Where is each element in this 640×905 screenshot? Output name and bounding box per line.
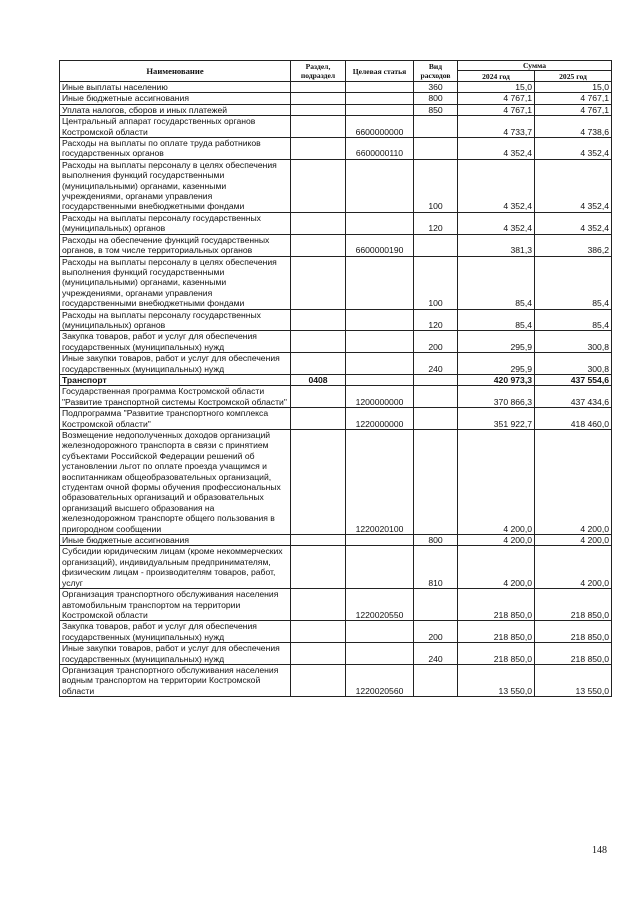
- row-sum-2024: 4 352,4: [458, 212, 535, 234]
- row-target: [346, 82, 414, 93]
- row-sum-2025: 300,8: [535, 331, 612, 353]
- table-row: [60, 430, 612, 535]
- row-sum-2025: 85,4: [535, 309, 612, 331]
- row-section: [291, 353, 346, 375]
- row-sum-2025: 4 738,6: [535, 116, 612, 138]
- row-sum-2024: 4 200,0: [458, 535, 535, 546]
- row-sum-2024: 85,4: [458, 256, 535, 309]
- row-name: Уплата налогов, сборов и иных платежей: [60, 104, 291, 115]
- table-row: [60, 408, 612, 430]
- row-name: Иные закупки товаров, работ и услуг для обеспечения государственных (муниципальных) нужд: [60, 643, 291, 665]
- row-section: [291, 93, 346, 104]
- row-sum-2024: 295,9: [458, 353, 535, 375]
- row-name: Транспорт: [60, 374, 291, 385]
- row-sum-2024: 13 550,0: [458, 664, 535, 696]
- row-name: Организация транспортного обслуживания населения водным транспортом на территории Костромской области: [60, 664, 291, 696]
- row-kind: 120: [414, 212, 458, 234]
- row-kind: 360: [414, 82, 458, 93]
- row-name: Подпрограмма "Развитие транспортного комплекса Костромской области": [60, 408, 291, 430]
- row-name: Расходы на выплаты по оплате труда работников государственных органов: [60, 138, 291, 160]
- row-sum-2025: 85,4: [535, 256, 612, 309]
- row-sum-2025: 4 767,1: [535, 104, 612, 115]
- row-kind: 240: [414, 353, 458, 375]
- row-kind: [414, 374, 458, 385]
- row-kind: 100: [414, 159, 458, 212]
- row-name: Центральный аппарат государственных органов Костромской области: [60, 116, 291, 138]
- row-section: [291, 664, 346, 696]
- header-section: Раздел, подраздел: [291, 61, 346, 82]
- budget-table: [59, 60, 612, 697]
- row-target: 6600000110: [346, 138, 414, 160]
- row-sum-2024: 4 767,1: [458, 104, 535, 115]
- row-section: 0408: [291, 374, 346, 385]
- header-year-2025: 2025 год: [535, 71, 612, 82]
- row-name: Расходы на выплаты персоналу в целях обеспечения выполнения функций государственными (муниципальными) органами, казенными учреждениями, органами управления государственными внебюджетными фондами: [60, 159, 291, 212]
- row-target: 1220020560: [346, 664, 414, 696]
- row-kind: [414, 430, 458, 535]
- row-sum-2024: 15,0: [458, 82, 535, 93]
- header-kind: Вид расходов: [414, 61, 458, 82]
- row-sum-2024: 370 866,3: [458, 386, 535, 408]
- row-section: [291, 386, 346, 408]
- table-row: [60, 256, 612, 309]
- table-row: [60, 309, 612, 331]
- table-row: [60, 93, 612, 104]
- row-kind: [414, 138, 458, 160]
- row-sum-2024: 295,9: [458, 331, 535, 353]
- table-row: [60, 82, 612, 93]
- row-sum-2024: 218 850,0: [458, 589, 535, 621]
- row-kind: 800: [414, 93, 458, 104]
- row-target: 6600000000: [346, 116, 414, 138]
- row-name: Расходы на обеспечение функций государственных органов, в том числе территориальных органов: [60, 234, 291, 256]
- row-target: [346, 546, 414, 589]
- row-section: [291, 430, 346, 535]
- row-sum-2025: 386,2: [535, 234, 612, 256]
- row-kind: 120: [414, 309, 458, 331]
- row-sum-2024: 4 767,1: [458, 93, 535, 104]
- row-sum-2025: 300,8: [535, 353, 612, 375]
- row-section: [291, 309, 346, 331]
- row-sum-2024: 4 200,0: [458, 546, 535, 589]
- budget-page: [59, 60, 612, 697]
- row-section: [291, 82, 346, 93]
- row-kind: [414, 386, 458, 408]
- row-target: [346, 159, 414, 212]
- row-sum-2025: 4 352,4: [535, 212, 612, 234]
- row-kind: 200: [414, 621, 458, 643]
- row-sum-2025: 4 767,1: [535, 93, 612, 104]
- row-sum-2025: 218 850,0: [535, 643, 612, 665]
- header-name: Наименование: [60, 61, 291, 82]
- header-target: Целевая статья: [346, 61, 414, 82]
- row-kind: 100: [414, 256, 458, 309]
- row-sum-2025: 4 352,4: [535, 138, 612, 160]
- row-target: [346, 104, 414, 115]
- table-row: [60, 138, 612, 160]
- row-sum-2025: 4 352,4: [535, 159, 612, 212]
- row-target: [346, 256, 414, 309]
- row-sum-2025: 418 460,0: [535, 408, 612, 430]
- row-target: [346, 93, 414, 104]
- row-kind: 240: [414, 643, 458, 665]
- row-kind: [414, 664, 458, 696]
- header-year-2024: 2024 год: [458, 71, 535, 82]
- table-row: [60, 331, 612, 353]
- row-section: [291, 104, 346, 115]
- table-row: [60, 621, 612, 643]
- table-row: [60, 116, 612, 138]
- row-sum-2024: 420 973,3: [458, 374, 535, 385]
- table-row: [60, 374, 612, 385]
- row-sum-2025: 13 550,0: [535, 664, 612, 696]
- row-name: Расходы на выплаты персоналу государственных (муниципальных) органов: [60, 309, 291, 331]
- row-section: [291, 535, 346, 546]
- table-row: [60, 535, 612, 546]
- row-sum-2025: 4 200,0: [535, 546, 612, 589]
- row-name: Субсидии юридическим лицам (кроме некоммерческих организаций), индивидуальным предпринимателям, физическим лицам - производителям товаров, работ, услуг: [60, 546, 291, 589]
- row-name: Закупка товаров, работ и услуг для обеспечения государственных (муниципальных) нужд: [60, 621, 291, 643]
- row-section: [291, 116, 346, 138]
- row-section: [291, 408, 346, 430]
- row-sum-2025: 437 554,6: [535, 374, 612, 385]
- row-target: [346, 212, 414, 234]
- row-name: Возмещение недополученных доходов организаций железнодорожного транспорта в связи с принятием субъектами Российской Федерации решений об установлении льгот по оплате проезда учащимся и воспитанникам общеобразовательных организаций, студентам очной формы обучения профессиональных образовательных организаций и образовательных организаций высшего образования на железнодорожном транспорте общего пользования в пригородном сообщении: [60, 430, 291, 535]
- row-kind: 800: [414, 535, 458, 546]
- row-target: 1220020550: [346, 589, 414, 621]
- table-row: [60, 546, 612, 589]
- table-header: [60, 61, 612, 82]
- row-section: [291, 138, 346, 160]
- row-sum-2024: 4 352,4: [458, 159, 535, 212]
- row-sum-2024: 4 352,4: [458, 138, 535, 160]
- row-sum-2024: 218 850,0: [458, 621, 535, 643]
- row-target: [346, 643, 414, 665]
- row-section: [291, 643, 346, 665]
- row-name: Иные выплаты населению: [60, 82, 291, 93]
- row-name: Расходы на выплаты персоналу государственных (муниципальных) органов: [60, 212, 291, 234]
- row-name: Иные бюджетные ассигнования: [60, 93, 291, 104]
- row-kind: 810: [414, 546, 458, 589]
- row-target: [346, 374, 414, 385]
- row-name: Иные закупки товаров, работ и услуг для обеспечения государственных (муниципальных) нужд: [60, 353, 291, 375]
- table-row: [60, 664, 612, 696]
- row-sum-2024: 351 922,7: [458, 408, 535, 430]
- row-kind: 850: [414, 104, 458, 115]
- row-section: [291, 212, 346, 234]
- table-row: [60, 589, 612, 621]
- table-row: [60, 386, 612, 408]
- row-target: 6600000190: [346, 234, 414, 256]
- table-row: [60, 212, 612, 234]
- row-sum-2024: 85,4: [458, 309, 535, 331]
- row-kind: 200: [414, 331, 458, 353]
- row-sum-2024: 4 200,0: [458, 430, 535, 535]
- row-target: [346, 535, 414, 546]
- row-sum-2024: 4 733,7: [458, 116, 535, 138]
- row-section: [291, 546, 346, 589]
- row-kind: [414, 234, 458, 256]
- row-sum-2025: 4 200,0: [535, 535, 612, 546]
- page-number: 148: [592, 845, 607, 856]
- row-target: 1220000000: [346, 408, 414, 430]
- row-kind: [414, 408, 458, 430]
- row-section: [291, 589, 346, 621]
- row-name: Закупка товаров, работ и услуг для обеспечения государственных (муниципальных) нужд: [60, 331, 291, 353]
- row-kind: [414, 589, 458, 621]
- row-target: [346, 621, 414, 643]
- row-name: Государственная программа Костромской области "Развитие транспортной системы Костромской области": [60, 386, 291, 408]
- row-sum-2025: 4 200,0: [535, 430, 612, 535]
- row-sum-2025: 218 850,0: [535, 621, 612, 643]
- header-sum: Сумма: [458, 61, 612, 71]
- row-section: [291, 331, 346, 353]
- table-row: [60, 643, 612, 665]
- table-row: [60, 353, 612, 375]
- row-section: [291, 256, 346, 309]
- row-name: Организация транспортного обслуживания населения автомобильным транспортом на территории Костромской области: [60, 589, 291, 621]
- table-row: [60, 234, 612, 256]
- row-target: 1220020100: [346, 430, 414, 535]
- row-target: [346, 353, 414, 375]
- row-section: [291, 234, 346, 256]
- row-target: 1200000000: [346, 386, 414, 408]
- row-name: Иные бюджетные ассигнования: [60, 535, 291, 546]
- row-sum-2024: 218 850,0: [458, 643, 535, 665]
- row-sum-2025: 218 850,0: [535, 589, 612, 621]
- row-sum-2025: 15,0: [535, 82, 612, 93]
- row-target: [346, 309, 414, 331]
- table-body: [60, 82, 612, 697]
- row-kind: [414, 116, 458, 138]
- table-row: [60, 159, 612, 212]
- row-target: [346, 331, 414, 353]
- row-sum-2024: 381,3: [458, 234, 535, 256]
- row-sum-2025: 437 434,6: [535, 386, 612, 408]
- row-section: [291, 621, 346, 643]
- row-name: Расходы на выплаты персоналу в целях обеспечения выполнения функций государственными (муниципальными) органами, казенными учреждениями, органами управления государственными внебюджетными фондами: [60, 256, 291, 309]
- row-section: [291, 159, 346, 212]
- table-row: [60, 104, 612, 115]
